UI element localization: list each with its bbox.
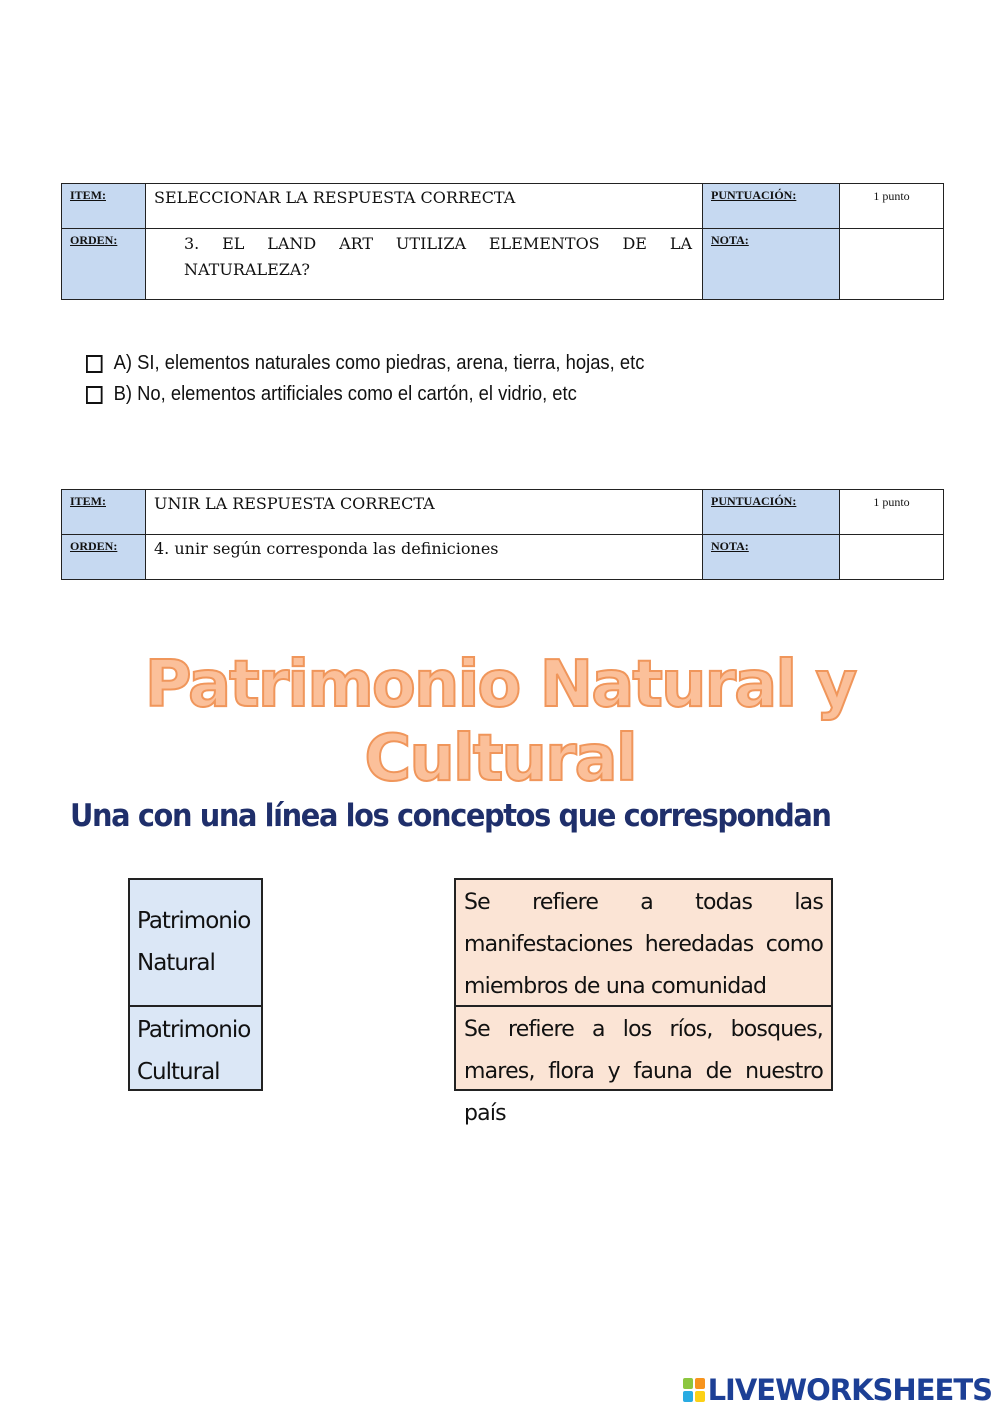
nota-label: NOTA: <box>703 229 840 300</box>
option-b-label: B) No, elementos artificiales como el cartón, el vidrio, etc <box>113 383 577 405</box>
definition-text: Se refiere a todas las manifestaciones heredadas como miembros de una comunidad <box>464 890 823 999</box>
instruction-text: Una con una línea los conceptos que correspondan <box>70 798 831 834</box>
option-b <box>86 379 644 410</box>
concept-line: Patrimonio <box>137 908 251 934</box>
definition-box-1[interactable] <box>454 878 833 1007</box>
concept-line: Cultural <box>137 1059 220 1085</box>
orden-label: ORDEN: <box>62 229 146 300</box>
item-text: SELECCIONAR LA RESPUESTA CORRECTA <box>146 184 703 229</box>
puntuacion-value: 1 punto <box>840 490 944 535</box>
definition-box-2[interactable] <box>454 1005 833 1126</box>
item-text: UNIR LA RESPUESTA CORRECTA <box>146 490 703 535</box>
concept-box-cultural[interactable] <box>128 1005 263 1091</box>
option-a <box>86 348 644 379</box>
concept-box-natural[interactable] <box>128 878 263 1007</box>
puntuacion-label: PUNTUACIÓN: <box>703 490 840 535</box>
concept-line: Natural <box>137 950 215 976</box>
liveworksheets-brand <box>683 1373 992 1407</box>
option-b-checkbox[interactable] <box>86 386 103 404</box>
liveworksheets-logo-icon <box>683 1378 705 1402</box>
nota-label: NOTA: <box>703 535 840 580</box>
brand-name: LIVEWORKSHEETS <box>707 1373 992 1407</box>
item-table-4 <box>61 489 944 580</box>
question-text: 3. EL LAND ART UTILIZA ELEMENTOS DE LA NATURALEZA? <box>146 229 703 300</box>
puntuacion-label: PUNTUACIÓN: <box>703 184 840 229</box>
nota-value[interactable] <box>840 535 944 580</box>
page-heading: Patrimonio Natural y Cultural <box>144 648 856 796</box>
puntuacion-value: 1 punto <box>840 184 944 229</box>
option-a-label: A) SI, elementos naturales como piedras, arena, tierra, hojas, etc <box>113 352 645 374</box>
question-text: 4. unir según corresponda las definiciones <box>146 535 703 580</box>
option-a-checkbox[interactable] <box>86 355 103 373</box>
item-label: ITEM: <box>62 184 146 229</box>
nota-value[interactable] <box>840 229 944 300</box>
orden-label: ORDEN: <box>62 535 146 580</box>
item-table-3 <box>61 183 944 300</box>
item-label: ITEM: <box>62 490 146 535</box>
concept-line: Patrimonio <box>137 1017 251 1043</box>
definition-text: Se refiere a los ríos, bosques, mares, flora y fauna de nuestro país <box>464 1017 823 1126</box>
answer-options <box>86 348 693 410</box>
